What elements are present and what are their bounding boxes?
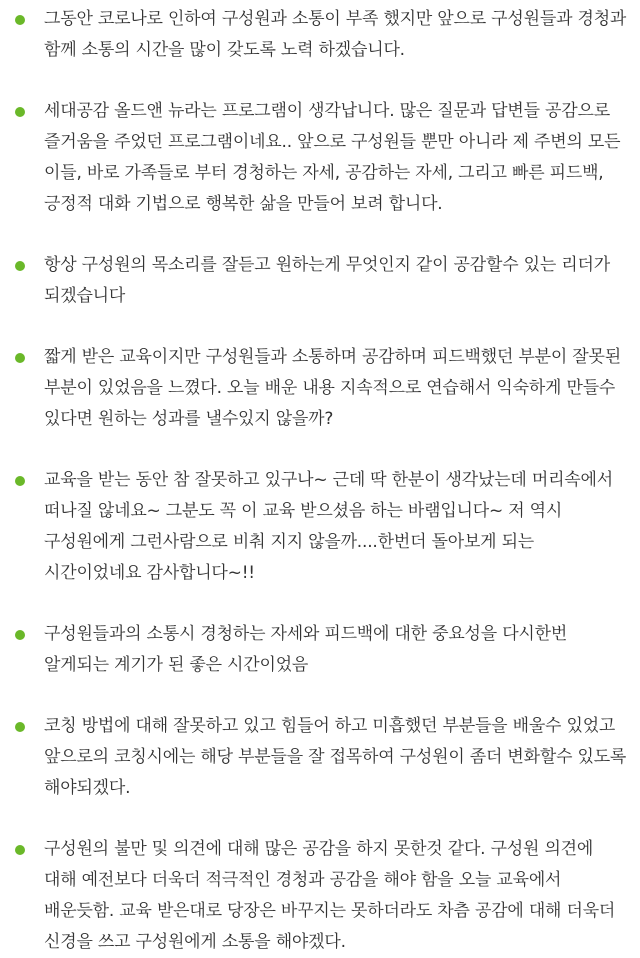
comment-item [0,250,640,312]
bullet-dot-icon [15,476,25,486]
comment-item [0,711,640,804]
comment-item [0,619,640,681]
comment-text: 코칭 방법에 대해 잘못하고 있고 힘들어 하고 미흡했던 부분들을 배울수 있었고 앞으로의 코칭시에는 해당 부분들을 잘 접목하여 구성원이 좀더 변화할수 있도록 해야되겠다. [44,716,627,798]
comment-text: 구성원들과의 소통시 경청하는 자세와 피드백에 대한 중요성을 다시한번 알게되는 계기가 된 좋은 시간이었음 [44,624,568,675]
comment-item [0,4,640,66]
comment-item [0,465,640,589]
comment-text: 세대공감 올드앤 뉴라는 프로그램이 생각납니다. 많은 질문과 답변들 공감으로 즐거움을 주었던 프로그램이네요.. 앞으로 구성원들 뿐만 아니라 제 주변의 모든 이들, 바로 가족들로 부터 경청하는 자세, 공감하는 자세, 그리고 빠른 피드백, 긍정적 대화 기법으로 행복한 삶을 만들어 보려 합니다. [44,101,621,214]
comment-text: 짧게 받은 교육이지만 구성원들과 소통하며 공감하며 피드백했던 부분이 잘못된 부분이 있었음을 느꼈다. 오늘 배운 내용 지속적으로 연습해서 익숙하게 만들수 있다면 원하는 성과를 낼수있지 않을까? [44,347,621,429]
comment-item [0,96,640,220]
bullet-dot-icon [15,722,25,732]
bullet-dot-icon [15,15,25,25]
comment-text: 그동안 코로나로 인하여 구성원과 소통이 부족 했지만 앞으로 구성원들과 경청과 함께 소통의 시간을 많이 갖도록 노력 하겠습니다. [44,9,627,60]
bullet-dot-icon [15,261,25,271]
bullet-dot-icon [15,845,25,855]
bullet-dot-icon [15,630,25,640]
comment-item [0,834,640,958]
comment-text: 구성원의 불만 및 의견에 대해 많은 공감을 하지 못한것 같다. 구성원 의견에 대해 예전보다 더욱더 적극적인 경청과 공감을 해야 함을 오늘 교육에서 배운듯함. 교육 받은대로 당장은 바꾸지는 못하더라도 차츰 공감에 대해 더욱더 신경을 쓰고 구성원에게 소통을 해야겠다. [44,839,616,952]
comment-text: 항상 구성원의 목소리를 잘듣고 원하는게 무엇인지 같이 공감할수 있는 리더가 되겠습니다 [44,255,610,306]
comment-text: 교육을 받는 동안 참 잘못하고 있구나~ 근데 딱 한분이 생각났는데 머리속에서 떠나질 않네요~ 그분도 꼭 이 교육 받으셨음 하는 바램입니다~ 저 역시 구성원에게 그런사람으로 비춰 지지 않을까....한번더 돌아보게 되는 시간이었네요 감사합니다~!! [44,470,613,583]
bullet-dot-icon [15,353,25,363]
comment-item [0,342,640,435]
bullet-dot-icon [15,107,25,117]
